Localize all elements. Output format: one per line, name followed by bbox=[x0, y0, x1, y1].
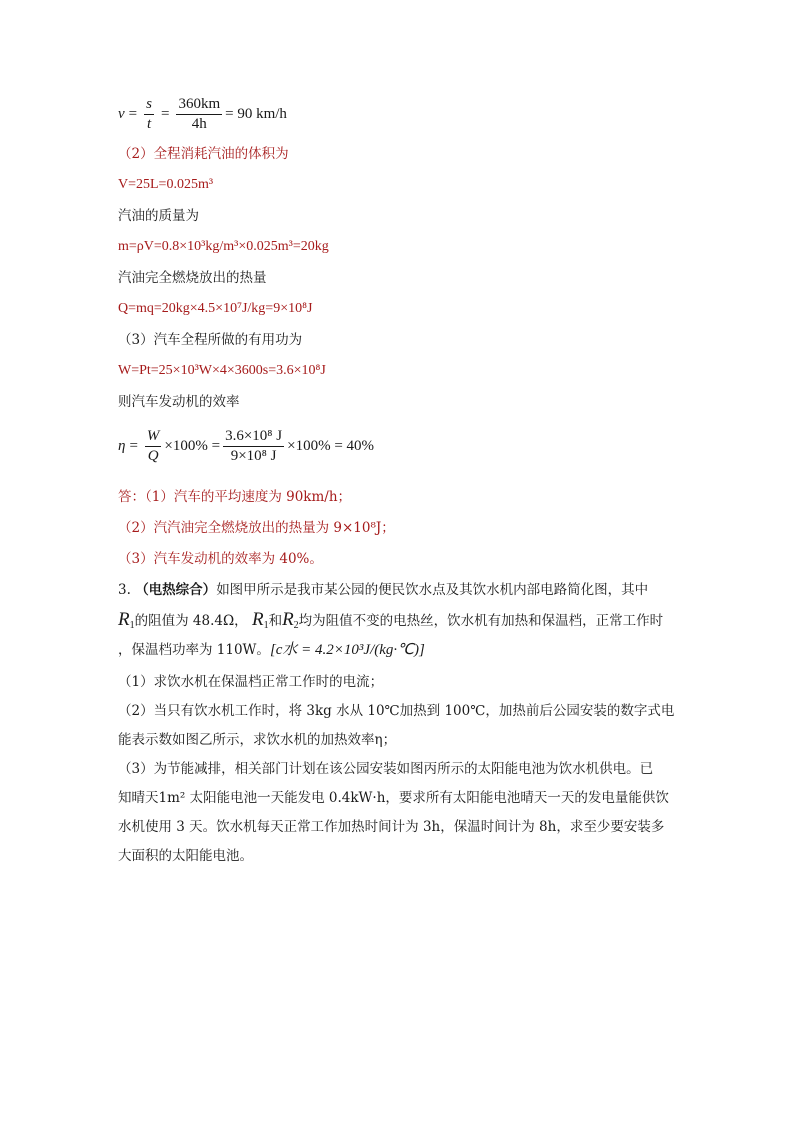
fraction-denominator: t bbox=[146, 116, 152, 132]
question-3-line-3 bbox=[118, 636, 678, 665]
value-fraction bbox=[176, 96, 222, 133]
sub-question-3d: 大面积的太阳能电池。 bbox=[118, 848, 253, 864]
efficiency-result: ×100% = 40% bbox=[287, 438, 375, 454]
fraction-denominator: 9×10⁸ J bbox=[230, 448, 277, 464]
answer-line-2: （2）汽汽油完全燃烧放出的热量为 9×10⁸J； bbox=[118, 520, 395, 536]
fraction-numerator: 360km bbox=[176, 96, 222, 115]
part2-heading: （2）全程消耗汽油的体积为 bbox=[118, 146, 289, 162]
fraction-denominator: Q bbox=[147, 448, 159, 464]
question-number: 3. bbox=[118, 582, 131, 598]
resistor-r2-symbol: $R_2$ bbox=[282, 609, 299, 631]
percent-multiplier: ×100% = bbox=[164, 438, 221, 454]
equals-sign: = bbox=[129, 438, 138, 454]
sub-question-2b: 能表示数如图乙所示，求饮水机的加热效率η； bbox=[118, 732, 397, 748]
r1-value-text: 的阻值为 48.4Ω， bbox=[134, 613, 248, 629]
question-3-line-2 bbox=[118, 605, 678, 636]
fraction-numerator: W bbox=[145, 428, 162, 447]
sub-question-3b: 知晴天1m² 太阳能电池一天能发电 0.4kW·h，要求所有太阳能电池晴天一天的发电量能供饮 bbox=[118, 790, 669, 806]
question-3 bbox=[118, 576, 678, 871]
speed-result: = 90 km/h bbox=[225, 106, 287, 122]
efficiency-heading: 则汽车发动机的效率 bbox=[118, 394, 240, 410]
heat-heading: 汽油完全燃烧放出的热量 bbox=[118, 270, 267, 286]
question-3-line-1 bbox=[118, 576, 678, 605]
answer-line-3: （3）汽车发动机的效率为 40%。 bbox=[118, 551, 323, 567]
distance-time-fraction bbox=[144, 96, 154, 133]
fraction-numerator: s bbox=[144, 96, 154, 115]
fraction-numerator: 3.6×10⁸ J bbox=[223, 428, 284, 447]
efficiency-formula bbox=[118, 428, 374, 465]
power-text: ，保温档功率为 110W。 bbox=[118, 642, 270, 658]
sub-question-3c: 水机使用 3 天。饮水机每天正常工作加热时间计为 3h，保温时间计为 8h，求至少要安装多 bbox=[118, 819, 665, 835]
mass-heading: 汽油的质量为 bbox=[118, 208, 199, 224]
eta-symbol: η bbox=[118, 438, 126, 454]
and-text: 和 bbox=[268, 613, 283, 629]
value-fraction bbox=[223, 428, 284, 465]
mass-line: m=ρV=0.8×10³kg/m³×0.025m³=20kg bbox=[118, 239, 329, 254]
equals-sign: = bbox=[160, 106, 170, 122]
resistor-r1-symbol: $R_1$ bbox=[118, 609, 135, 631]
r2-text: 均为阻值不变的电热丝，饮水机有加热和保温档，正常工作时 bbox=[298, 613, 664, 629]
equals-sign: = bbox=[128, 106, 138, 122]
specific-heat-formula: [c水 = 4.2×10³J/(kg·℃)] bbox=[269, 642, 425, 658]
heat-line: Q=mq=20kg×4.5×10⁷J/kg=9×10⁸J bbox=[118, 301, 313, 316]
speed-formula bbox=[118, 96, 287, 133]
volume-line: V=25L=0.025m³ bbox=[118, 177, 214, 192]
resistor-r1-symbol: $R_1$ bbox=[251, 609, 269, 631]
fraction-denominator: 4h bbox=[191, 116, 207, 132]
sub-question-2a: （2）当只有饮水机工作时，将 3kg 水从 10℃加热到 100℃，加热前后公园安装的数字式电 bbox=[118, 703, 675, 719]
sub-question-3a: （3）为节能减排，相关部门计划在该公园安装如图丙所示的太阳能电池为饮水机供电。已 bbox=[118, 761, 654, 777]
work-line: W=Pt=25×10³W×4×3600s=3.6×10⁸J bbox=[118, 363, 326, 378]
part3-heading: （3）汽车全程所做的有用功为 bbox=[118, 332, 303, 348]
question-tag: （电热综合） bbox=[135, 582, 217, 598]
question-intro: 如图甲所示是我市某公园的便民饮水点及其饮水机内部电路简化图，其中 bbox=[216, 582, 649, 598]
speed-symbol: v bbox=[118, 106, 125, 122]
work-heat-fraction bbox=[145, 428, 162, 465]
sub-question-1: （1）求饮水机在保温档正常工作时的电流； bbox=[118, 674, 384, 690]
answer-line-1: 答：（1）汽车的平均速度为 90km/h； bbox=[118, 489, 352, 505]
